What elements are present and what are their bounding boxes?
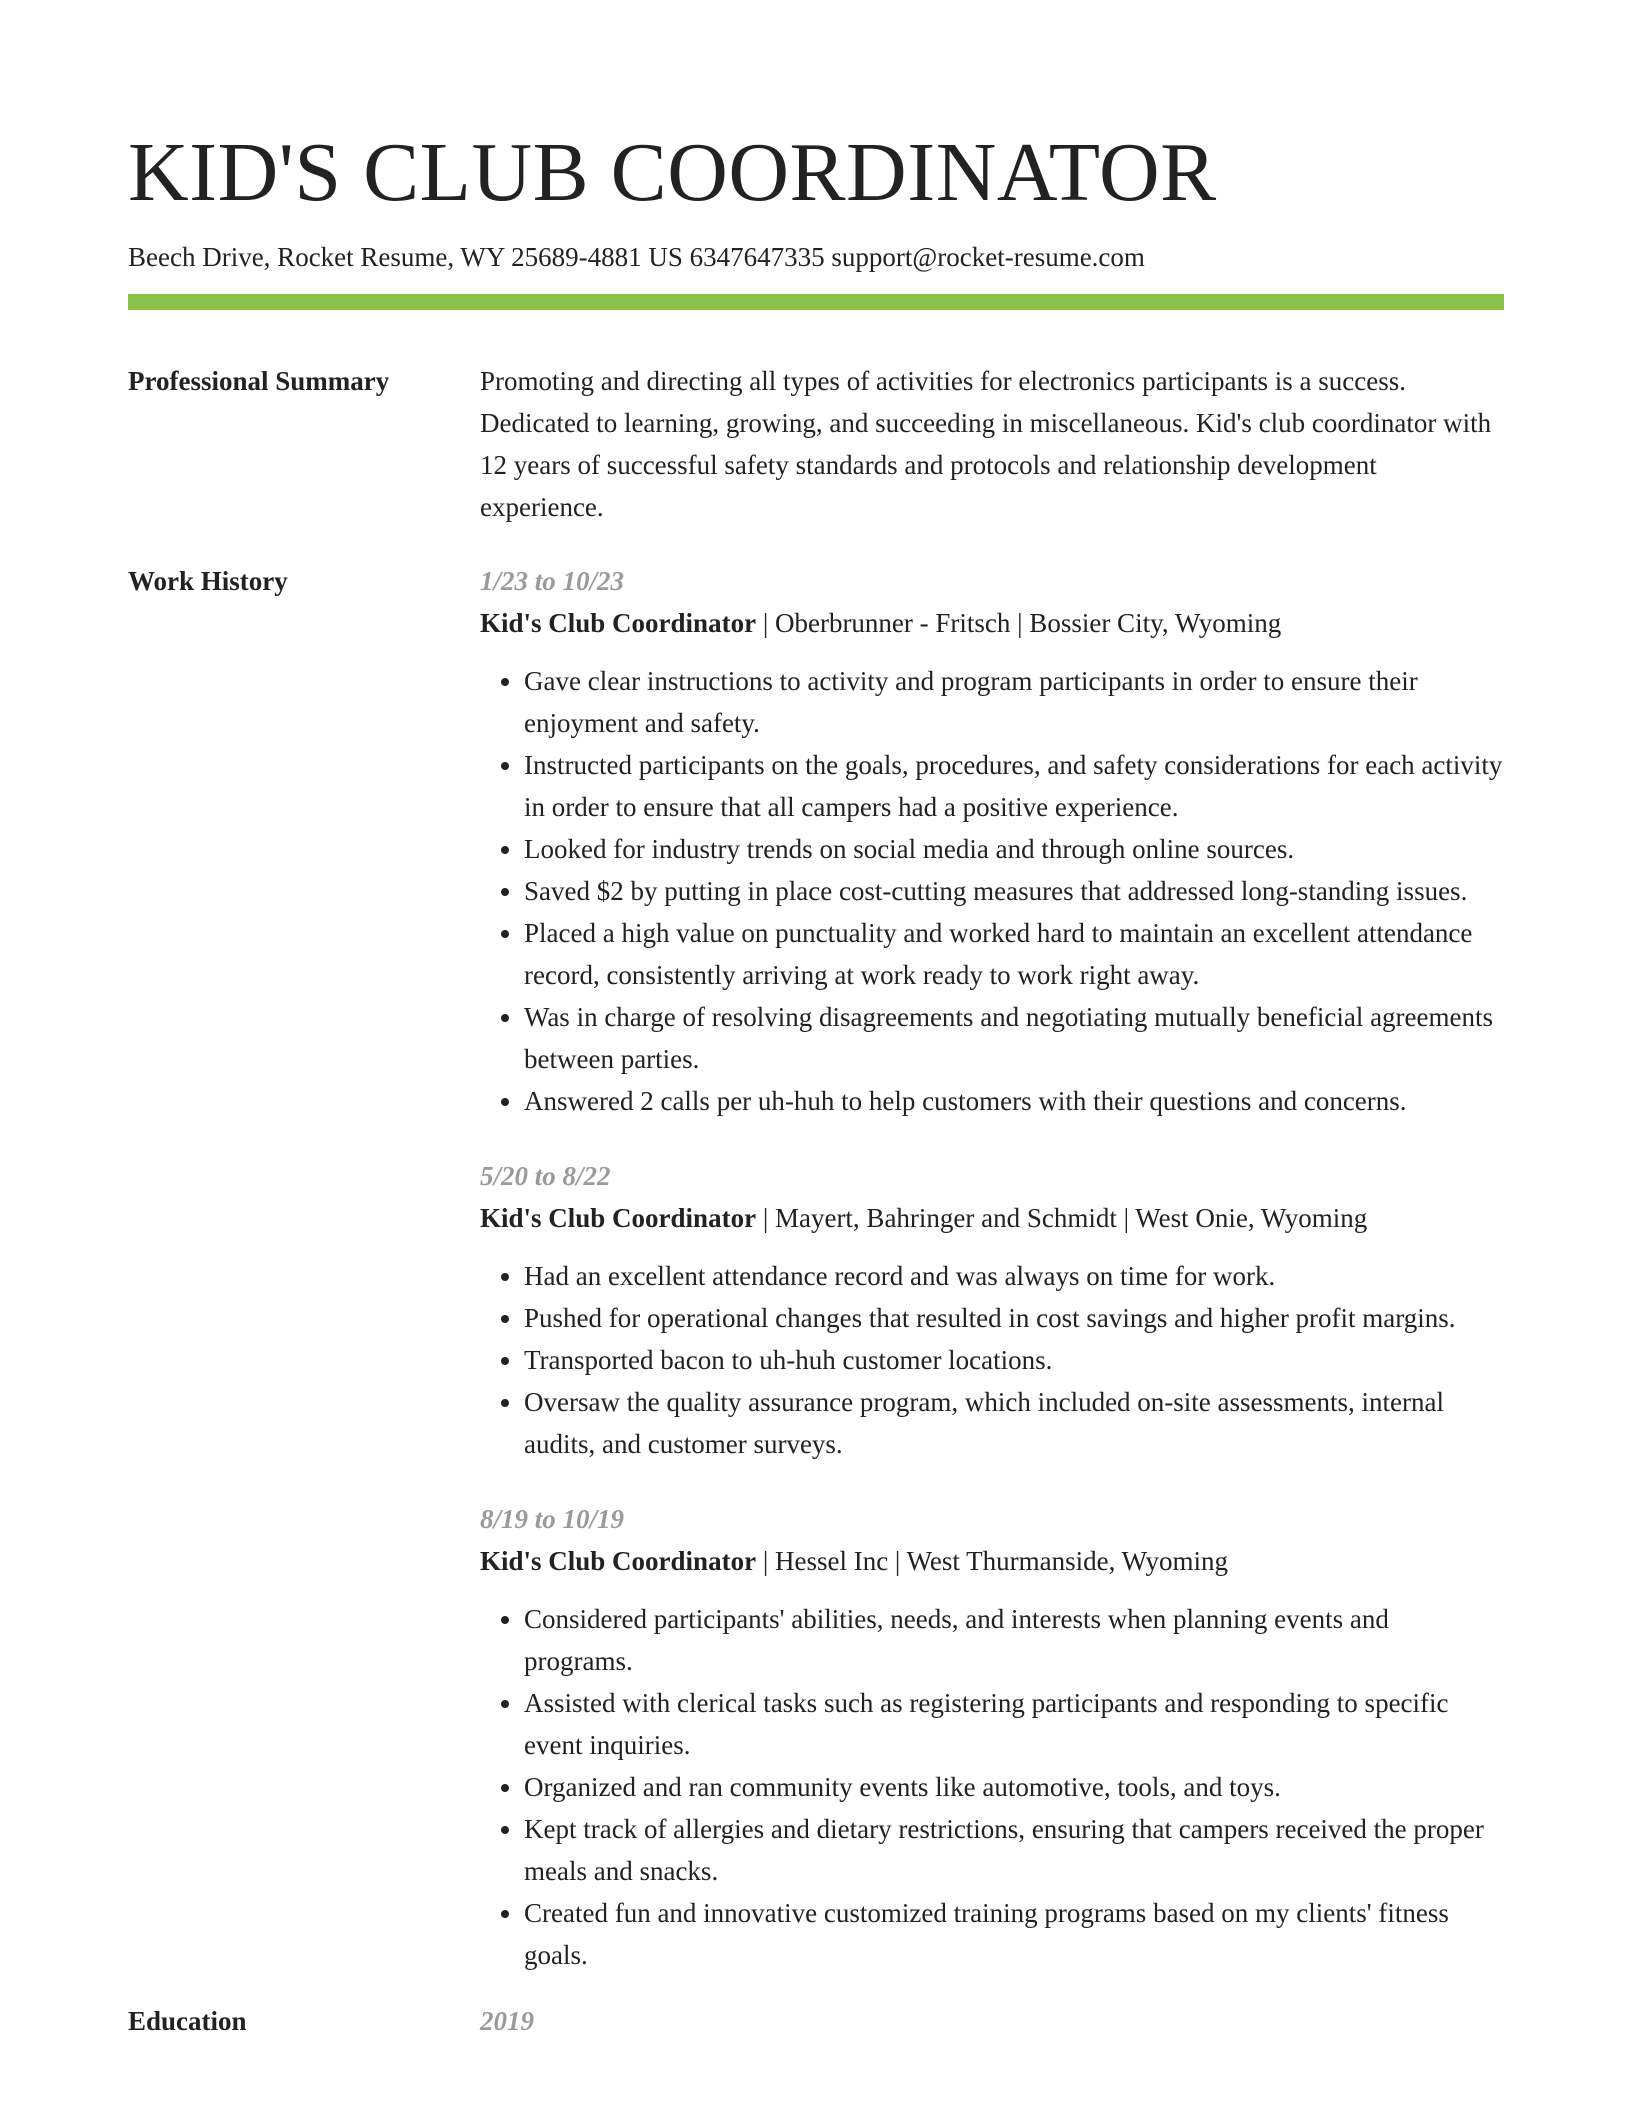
education-dates: 2019 xyxy=(480,2006,534,2036)
job-bullet-list xyxy=(480,1255,1504,1465)
job-bullet: • Gave clear instructions to activity and program participants in order to ensure their enjoyment and safety. xyxy=(524,660,1504,744)
job-heading xyxy=(480,1540,1504,1582)
job-dates: 1/23 to 10/23 xyxy=(480,566,625,596)
job-bullet: • Looked for industry trends on social media and through online sources. xyxy=(524,828,1504,870)
job-bullet-list xyxy=(480,1598,1504,1976)
education-section xyxy=(128,2000,1504,2042)
job-bullet: • Had an excellent attendance record and was always on time for work. xyxy=(524,1255,1504,1297)
job-heading xyxy=(480,1197,1504,1239)
job-bullet: • Saved $2 by putting in place cost-cutting measures that addressed long-standing issues. xyxy=(524,870,1504,912)
job-entry-1 xyxy=(480,560,1504,1122)
job-dates: 8/19 to 10/19 xyxy=(480,1504,625,1534)
job-entry-2 xyxy=(480,1155,1504,1465)
job-heading xyxy=(480,602,1504,644)
education-body xyxy=(480,2000,1504,2042)
job-bullet: • Assisted with clerical tasks such as registering participants and responding to specific event inquiries. xyxy=(524,1682,1504,1766)
job-bullet: • Placed a high value on punctuality and worked hard to maintain an excellent attendance record, consistently arriving at work ready to work right away. xyxy=(524,912,1504,996)
section-label-work-history: Work History xyxy=(128,566,288,596)
work-history-body xyxy=(480,560,1504,1976)
work-history-section xyxy=(128,560,1504,1976)
contact-info: Beech Drive, Rocket Resume, WY 25689-4881 US 6347647335 support@rocket-resume.com xyxy=(128,242,1145,272)
job-bullet: • Kept track of allergies and dietary restrictions, ensuring that campers received the proper meals and snacks. xyxy=(524,1808,1504,1892)
job-bullet: • Answered 2 calls per uh-huh to help customers with their questions and concerns. xyxy=(524,1080,1504,1122)
job-bullet: • Considered participants' abilities, needs, and interests when planning events and programs. xyxy=(524,1598,1504,1682)
job-bullet: • Pushed for operational changes that resulted in cost savings and higher profit margins. xyxy=(524,1297,1504,1339)
job-title: Kid's Club Coordinator xyxy=(480,608,757,638)
job-bullet: • Oversaw the quality assurance program, which included on-site assessments, internal audits, and customer surveys. xyxy=(524,1381,1504,1465)
summary-body xyxy=(480,360,1504,528)
summary-text: Promoting and directing all types of activities for electronics participants is a success. Dedicated to learning, growing, and succeeding in miscellaneous. Kid's club coordinator with 12 years of successful safety standards and protocols and relationship development experience. xyxy=(480,366,1492,522)
job-bullet: • Organized and ran community events like automotive, tools, and toys. xyxy=(524,1766,1504,1808)
job-bullet-list xyxy=(480,660,1504,1122)
resume-page xyxy=(128,0,1504,2042)
job-bullet: • Instructed participants on the goals, procedures, and safety considerations for each activity in order to ensure that all campers had a positive experience. xyxy=(524,744,1504,828)
job-title: Kid's Club Coordinator xyxy=(480,1546,757,1576)
job-employer-location: | Oberbrunner - Fritsch | Bossier City, Wyoming xyxy=(756,608,1282,638)
job-bullet: • Was in charge of resolving disagreements and negotiating mutually beneficial agreements between parties. xyxy=(524,996,1504,1080)
section-label-education: Education xyxy=(128,2006,247,2036)
header-divider xyxy=(128,294,1504,310)
job-employer-location: | Mayert, Bahringer and Schmidt | West Onie, Wyoming xyxy=(756,1203,1368,1233)
professional-summary-section xyxy=(128,360,1504,528)
job-entry-3 xyxy=(480,1498,1504,1976)
job-bullet: • Created fun and innovative customized training programs based on my clients' fitness goals. xyxy=(524,1892,1504,1976)
job-employer-location: | Hessel Inc | West Thurmanside, Wyoming xyxy=(756,1546,1229,1576)
job-dates: 5/20 to 8/22 xyxy=(480,1161,611,1191)
job-bullet: • Transported bacon to uh-huh customer locations. xyxy=(524,1339,1504,1381)
resume-title: KID'S CLUB COORDINATOR xyxy=(128,126,1217,219)
section-label-professional-summary: Professional Summary xyxy=(128,366,390,396)
job-title: Kid's Club Coordinator xyxy=(480,1203,757,1233)
